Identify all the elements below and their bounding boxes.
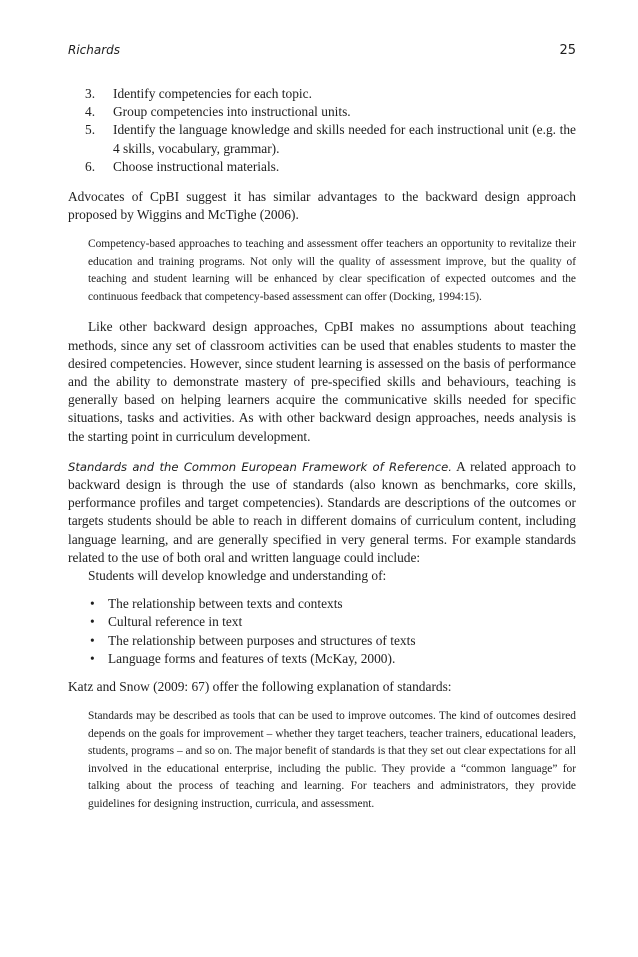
bullet-text: The relationship between purposes and structures of texts [108,632,416,648]
run-in-heading: Standards and the Common European Framework of Reference. [68,459,452,474]
bullet-item [68,632,576,650]
page-body [68,85,576,825]
bullet-list [68,595,576,668]
bullet-icon: • [90,650,95,666]
numbered-list [68,85,576,176]
bullet-item [68,613,576,631]
block-quote-katz: Standards may be described as tools that can be used to improve outcomes. The kind of outcomes desired depends on the goals for improvement – whether they target teachers, teacher trainers, educational leaders, students, programs – and so on. The major benefit of standards is that they set out clear expectations for all involved in the educational enterprise, including the public. They provide a “common language” for talking about the process of teaching and learning. For teachers and administrators, they provide guidelines for designing instruction, curricula, and assessment. [88,710,576,810]
paragraph-katz: Katz and Snow (2009: 67) offer the following explanation of standards: [68,679,452,695]
bullet-text: Cultural reference in text [108,614,243,630]
list-item-text: Choose instructional materials. [113,158,280,174]
list-number: 4. [85,104,96,120]
list-item-text: Group competencies into instructional units. [113,104,351,120]
list-number: 6. [85,158,96,174]
paragraph-advocates: Advocates of CpBI suggest it has similar advantages to the backward design approach proposed by Wiggins and McTighe (2006). [68,189,576,223]
list-item-text: Identify the language knowledge and skills needed for each instructional unit (e.g. the 4 skills, vocabulary, grammar). [113,122,576,156]
block-quote-docking: Competency-based approaches to teaching and assessment offer teachers an opportunity to revitalize their education and training programs. Not only will the quality of assessment improve, but the quality of teaching and student learning will be enhanced by clear specification of expected outcomes and the continuous feedback that competency-based assessment can offer (Docking, 1994:15). [88,238,576,303]
list-item [68,85,576,103]
bullet-text: Language forms and features of texts (McKay, 2000). [108,650,396,666]
list-item-text: Identify competencies for each topic. [113,86,312,101]
list-item [68,121,576,157]
bullet-item [68,595,576,613]
students-intro: Students will develop knowledge and understanding of: [88,568,387,584]
running-header [68,43,576,63]
list-number: 5. [85,122,96,138]
bullet-icon: • [90,614,95,630]
bullet-item [68,650,576,668]
paragraph-standards-text: A related approach to backward design is through the use of standards (also known as benchmarks, core skills, performance profiles and target competencies). Standards are descriptions of the outcomes or targets students should be able to reach in different domains of curriculum content, including language learning, and are generally specified in very general terms. For example standards related to the use of both oral and written language could include: [68,458,577,565]
list-item [68,158,576,176]
list-item [68,103,576,121]
paragraph-standards [68,458,576,567]
bullet-icon: • [90,596,95,612]
paragraph-like-other: Like other backward design approaches, CpBI makes no assumptions about teaching methods, since any set of classroom activities can be used that enables students to master the desired competencies. However, since student learning is assessed on the basis of performance and the ability to demonstrate mastery of pre-specified skills and behaviours, teaching is generally based on helping learners acquire the communicative skills needed for specific situations, tasks and activities. As with other backward design approaches, needs analysis is the starting point in curriculum development. [68,319,576,444]
running-head-author: Richards [68,43,121,57]
page-number: 25 [559,43,576,58]
bullet-icon: • [90,632,95,648]
bullet-text: The relationship between texts and contexts [108,596,343,612]
list-number: 3. [85,86,96,101]
